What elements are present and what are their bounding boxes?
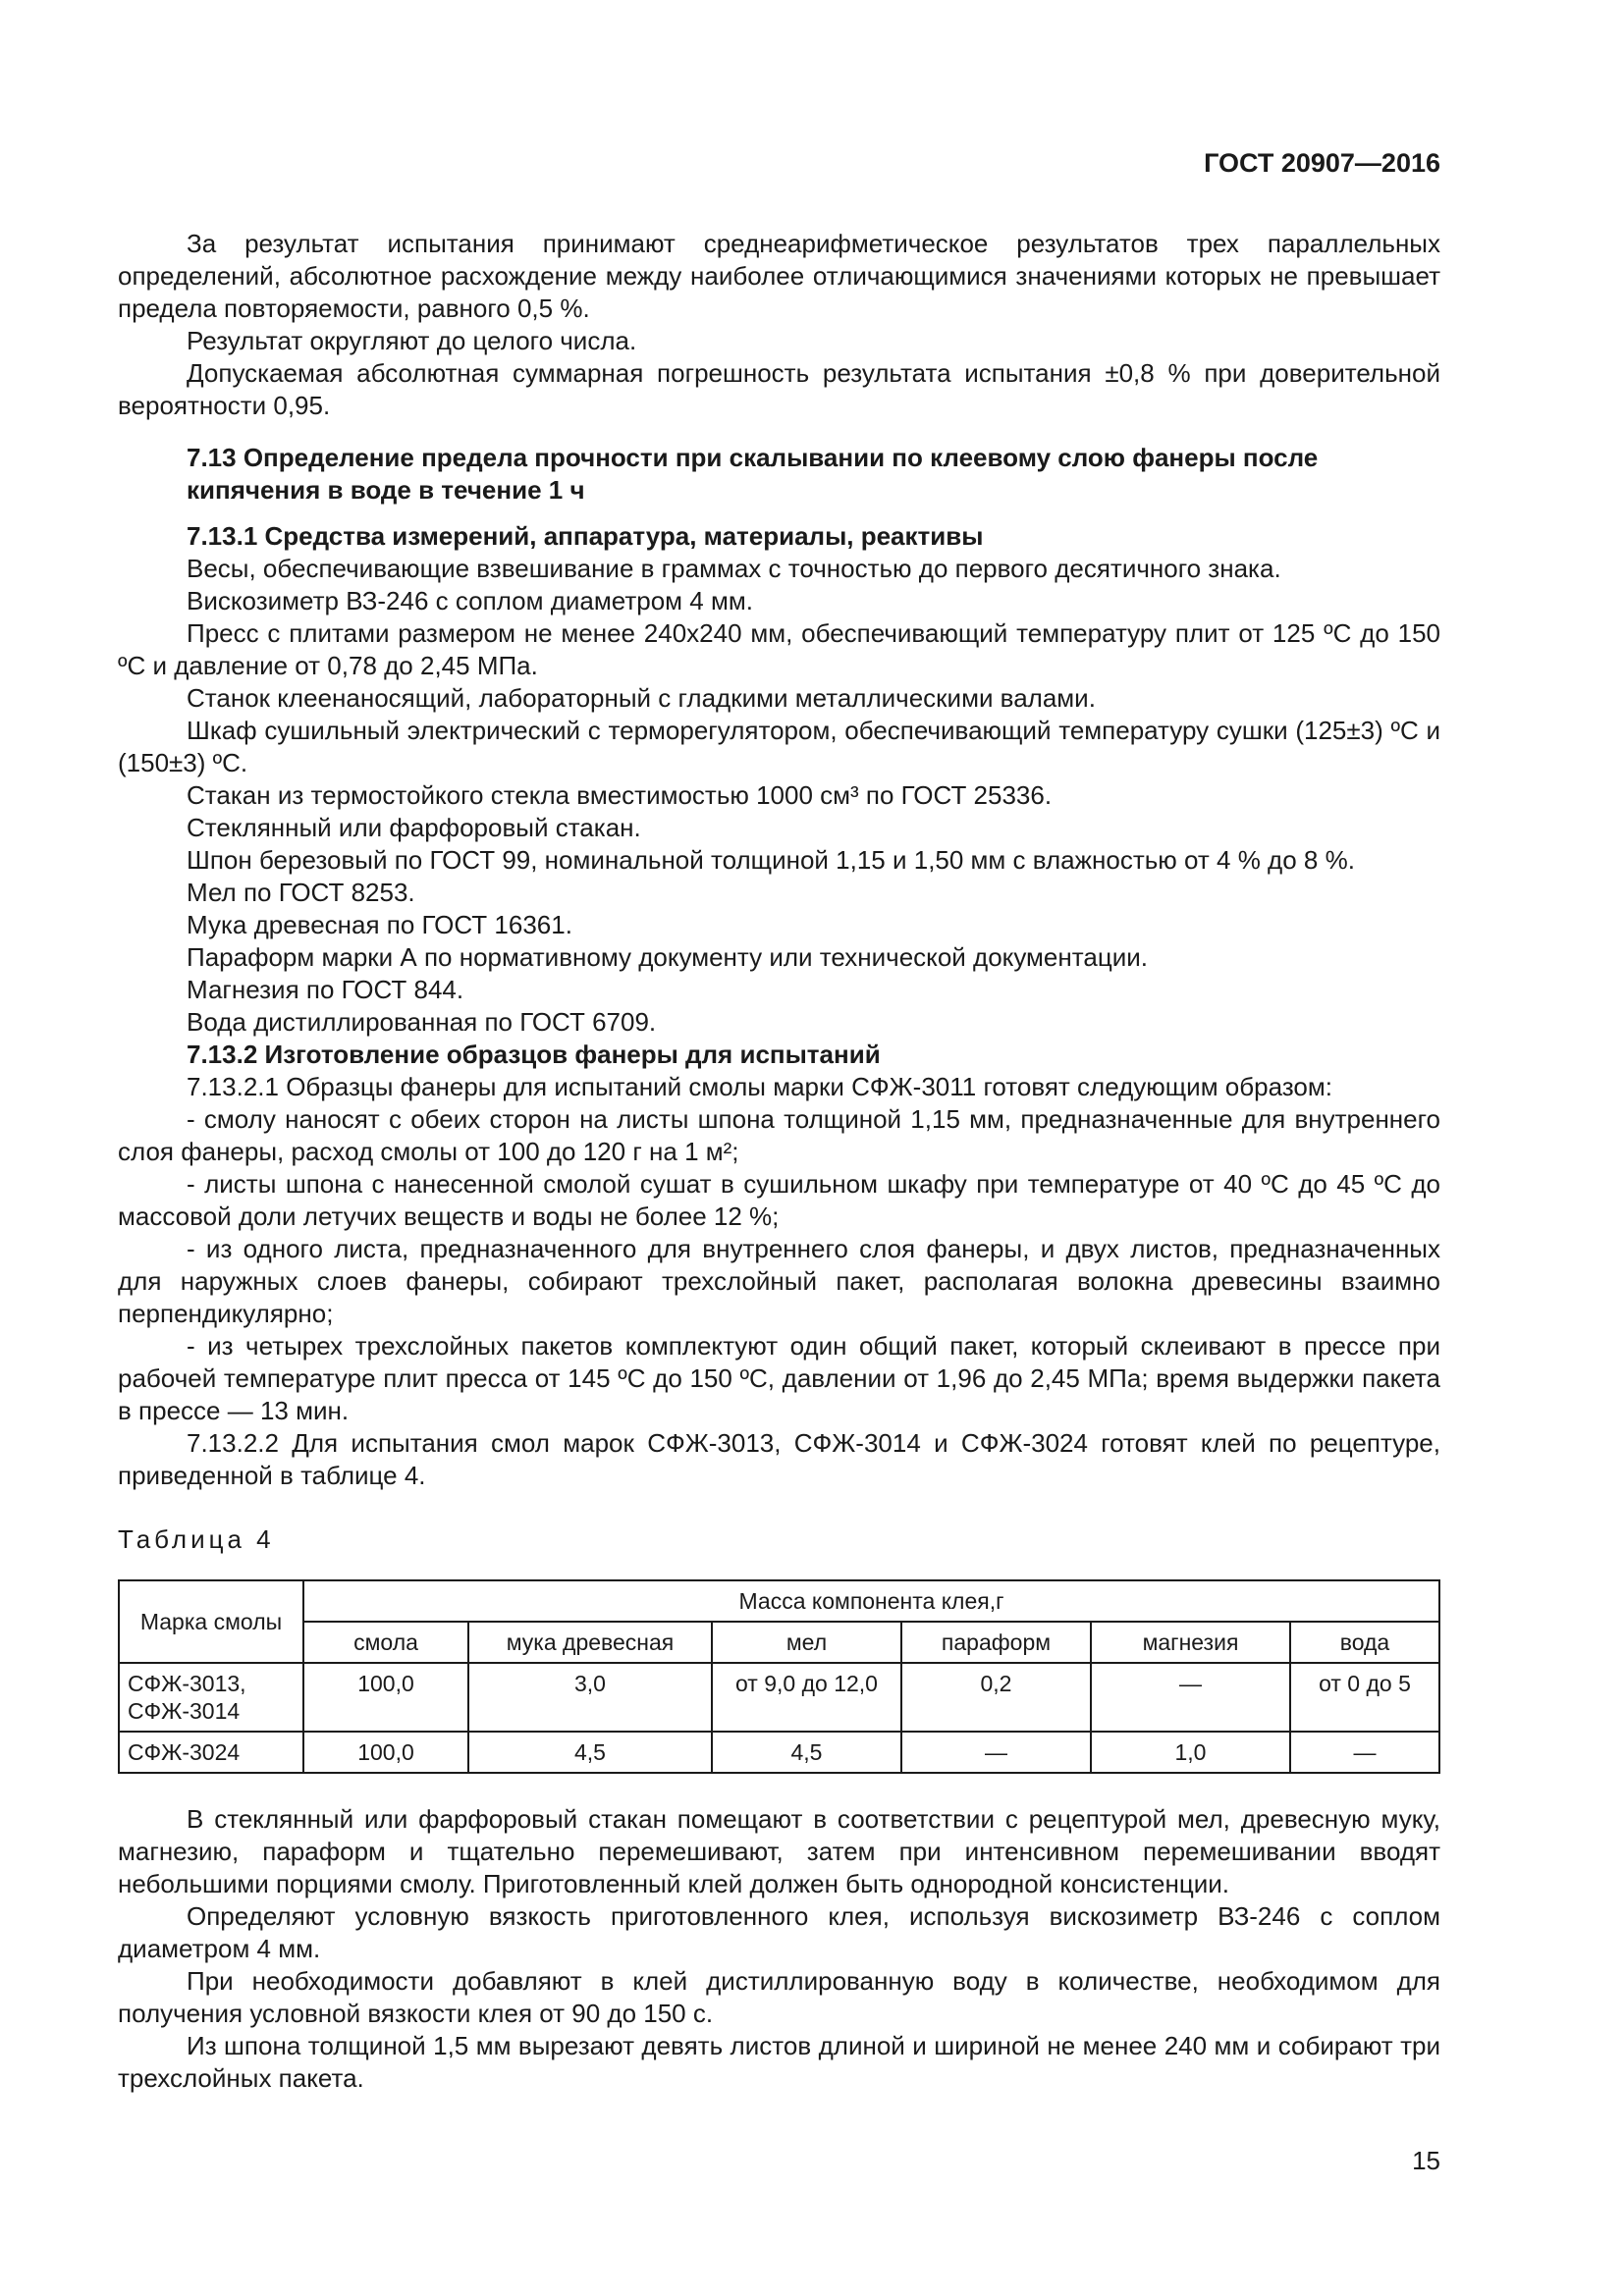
table-row xyxy=(119,1732,1439,1773)
table-cell: — xyxy=(1290,1732,1439,1773)
table-cell: — xyxy=(901,1732,1091,1773)
table-cell: 4,5 xyxy=(468,1732,712,1773)
paragraph: За результат испытания принимают среднеарифметическое результатов трех параллельных определений, абсолютное расхождение между наиболее отличающимися значениями которых не превышает предела повторяемости, равного 0,5 %. xyxy=(118,229,1440,323)
list-item: - из четырех трехслойных пакетов комплектуют один общий пакет, который склеивают в прессе при рабочей температуре плит пресса от 145 ºС до 150 ºС, давлении от 1,96 до 2,45 МПа; время выдержки пакета в прессе — 13 мин. xyxy=(118,1331,1440,1425)
paragraph: Определяют условную вязкость приготовленного клея, используя вискозиметр ВЗ-246 с соплом диаметром 4 мм. xyxy=(118,1901,1440,1963)
column-header: мел xyxy=(712,1622,901,1663)
list-item: Станок клеенаносящий, лабораторный с гладкими металлическими валами. xyxy=(187,683,1096,713)
list-item: Вода дистиллированная по ГОСТ 6709. xyxy=(187,1007,657,1037)
table-cell: от 0 до 5 xyxy=(1290,1663,1439,1732)
paragraph: Результат округляют до целого числа. xyxy=(187,326,637,355)
standard-code: ГОСТ 20907—2016 xyxy=(1204,148,1440,178)
recipe-table xyxy=(118,1579,1440,1774)
list-item: Стакан из термостойкого стекла вместимостью 1000 см³ по ГОСТ 25336. xyxy=(187,780,1053,810)
table-cell: 0,2 xyxy=(901,1663,1091,1732)
column-header: магнезия xyxy=(1091,1622,1290,1663)
table-cell: СФЖ-3013, СФЖ-3014 xyxy=(119,1663,303,1732)
table-cell: 4,5 xyxy=(712,1732,901,1773)
paragraph: Из шпона толщиной 1,5 мм вырезают девять листов длиной и шириной не менее 240 мм и собирают три трехслойных пакета. xyxy=(118,2031,1440,2093)
table-header-row xyxy=(119,1580,1439,1622)
paragraph: При необходимости добавляют в клей дистиллированную воду в количестве, необходимом для получения условной вязкости клея от 90 до 150 с. xyxy=(118,1966,1440,2028)
column-header: мука древесная xyxy=(468,1622,712,1663)
table-cell: от 9,0 до 12,0 xyxy=(712,1663,901,1732)
table-row xyxy=(119,1663,1439,1732)
table-cell: 100,0 xyxy=(303,1663,468,1732)
document-body xyxy=(118,228,1440,2095)
list-item: Мука древесная по ГОСТ 16361. xyxy=(187,910,572,939)
list-item: Весы, обеспечивающие взвешивание в граммах с точностью до первого десятичного знака. xyxy=(187,554,1281,583)
column-header: смола xyxy=(303,1622,468,1663)
subsection-heading-7-13-2: 7.13.2 Изготовление образцов фанеры для испытаний xyxy=(187,1040,881,1069)
paragraph: Допускаемая абсолютная суммарная погрешность результата испытания ±0,8 % при доверительной вероятности 0,95. xyxy=(118,358,1440,420)
list-item: - из одного листа, предназначенного для внутреннего слоя фанеры, и двух листов, предназначенных для наружных слоев фанеры, собирают трехслойный пакет, располагая волокна древесины взаимно перпендикулярно; xyxy=(118,1234,1440,1328)
table-cell: 100,0 xyxy=(303,1732,468,1773)
list-item: - листы шпона с нанесенной смолой сушат в сушильном шкафу при температуре от 40 ºС до 45 ºС до массовой доли летучих веществ и воды не более 12 %; xyxy=(118,1169,1440,1231)
list-item: Стеклянный или фарфоровый стакан. xyxy=(187,813,641,842)
list-item: Магнезия по ГОСТ 844. xyxy=(187,975,464,1004)
list-item: Шпон березовый по ГОСТ 99, номинальной толщиной 1,15 и 1,50 мм с влажностью от 4 % до 8 %. xyxy=(187,845,1355,875)
list-item: Пресс с плитами размером не менее 240x240 мм, обеспечивающий температуру плит от 125 ºС до 150 ºС и давление от 0,78 до 2,45 МПа. xyxy=(118,618,1440,680)
list-item: - смолу наносят с обеих сторон на листы шпона толщиной 1,15 мм, предназначенные для внутреннего слоя фанеры, расход смолы от 100 до 120 г на 1 м²; xyxy=(118,1104,1440,1166)
table-caption: Таблица 4 xyxy=(118,1524,275,1554)
table-cell: — xyxy=(1091,1663,1290,1732)
column-header: параформ xyxy=(901,1622,1091,1663)
table-cell: 3,0 xyxy=(468,1663,712,1732)
column-header: вода xyxy=(1290,1622,1439,1663)
table-cell: СФЖ-3024 xyxy=(119,1732,303,1773)
table-header-row xyxy=(119,1622,1439,1663)
subsection-heading-7-13-1: 7.13.1 Средства измерений, аппаратура, материалы, реактивы xyxy=(187,521,984,551)
list-item: Параформ марки А по нормативному документу или технической документации. xyxy=(187,942,1148,972)
section-heading-7-13: 7.13 Определение предела прочности при скалывании по клеевому слою фанеры после кипячения в воде в течение 1 ч xyxy=(187,443,1319,505)
paragraph: 7.13.2.1 Образцы фанеры для испытаний смолы марки СФЖ-3011 готовят следующим образом: xyxy=(187,1072,1332,1101)
list-item: Шкаф сушильный электрический с терморегулятором, обеспечивающий температуру сушки (125±3) ºС и (150±3) ºС. xyxy=(118,716,1440,777)
page-number: 15 xyxy=(1412,2146,1440,2175)
paragraph: 7.13.2.2 Для испытания смол марок СФЖ-3013, СФЖ-3014 и СФЖ-3024 готовят клей по рецептуре, приведенной в таблице 4. xyxy=(118,1428,1440,1490)
list-item: Мел по ГОСТ 8253. xyxy=(187,878,415,907)
table-cell: 1,0 xyxy=(1091,1732,1290,1773)
column-header-brand: Марка смолы xyxy=(119,1580,303,1663)
column-header-group: Масса компонента клея,г xyxy=(303,1580,1439,1622)
list-item: Вискозиметр ВЗ-246 с соплом диаметром 4 мм. xyxy=(187,586,753,615)
paragraph: В стеклянный или фарфоровый стакан помещают в соответствии с рецептурой мел, древесную муку, магнезию, параформ и тщательно перемешивают, затем при интенсивном перемешивании вводят небольшими порциями смолу. Приготовленный клей должен быть однородной консистенции. xyxy=(118,1804,1440,1898)
